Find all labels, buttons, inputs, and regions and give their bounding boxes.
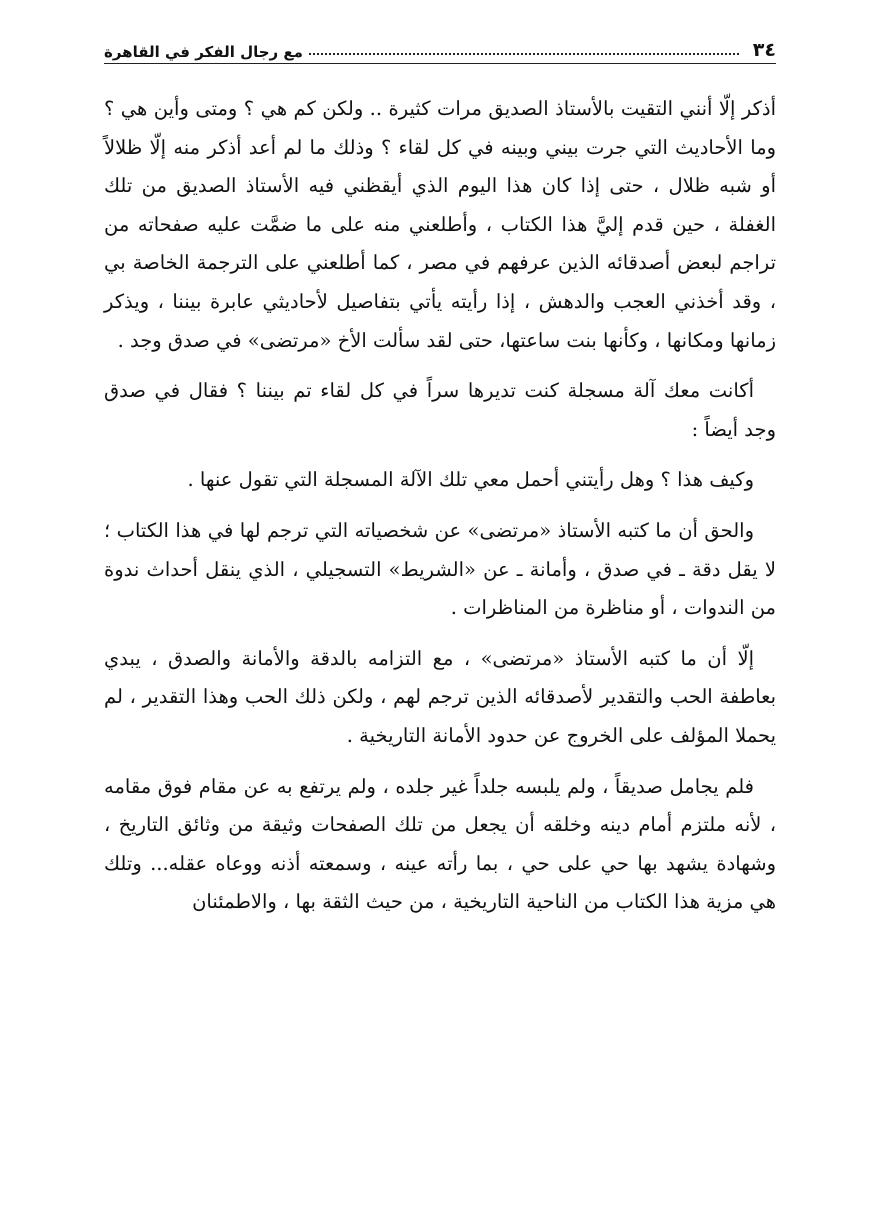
paragraph-5: إلّا أن ما كتبه الأستاذ «مرتضى» ، مع التزامه بالدقة والأمانة والصدق ، يبدي بعاطفة الحب والتقدير لأصدقائه الذين ترجم لهم ، ولكن ذلك الحب وهذا التقدير ، لم يحملا المؤلف على الخروج عن حدود الأمانة التاريخية .	[104, 646, 776, 747]
running-title: مع رجال الفكر في القاهرة	[104, 43, 303, 61]
page-number: ٣٤	[752, 39, 776, 61]
header-dot-leader	[309, 53, 739, 55]
running-header	[104, 34, 776, 64]
paragraph-3: وكيف هذا ؟ وهل رأيتني أحمل معي تلك الآلة المسجلة التي تقول عنها .	[187, 468, 754, 492]
body-text	[104, 90, 776, 922]
paragraph-1: أذكر إلّا أنني التقيت بالأستاذ الصديق مرات كثيرة .. ولكن كم هي ؟ ومتى وأين هي ؟ وما الأحاديث التي جرت بيني وبينه في كل لقاء ؟ وذلك ما لم أعد أذكر منه إلّا ظلالاً أو شبه ظلال ، حتى إذا كان هذا اليوم الذي أيقظني فيه الأستاذ الصديق من تلك الغفلة ، حين قدم إليَّ هذا الكتاب ، وأطلعني منه على ما ضمَّت عليه صفحاته من تراجم لبعض أصدقائه الذين عرفهم في مصر ، كما أطلعني على الترجمة الخاصة بي ، وقد أخذني العجب والدهش ، إذا رأيته يأتي بتفاصيل لأحاديثي عابرة بيننا ، ويذكر زمانها ومكانها ، وكأنها بنت ساعتها، حتى لقد سألت الأخ «مرتضى» في صدق وجد .	[104, 97, 776, 352]
paragraph-2: أكانت معك آلة مسجلة كنت تديرها سراً في كل لقاء تم بيننا ؟ فقال في صدق وجد أيضاً :	[104, 379, 776, 441]
paragraph-4: والحق أن ما كتبه الأستاذ «مرتضى» عن شخصياته التي ترجم لها في هذا الكتاب ؛ لا يقل دقة ـ في صدق ، وأمانة ـ عن «الشريط» التسجيلي ، الذي ينقل أحداث ندوة من الندوات ، أو مناظرة من المناظرات .	[104, 518, 776, 620]
paragraph-6: فلم يجامل صديقاً ، ولم يلبسه جلداً غير جلده ، ولم يرتفع به عن مقام فوق مقامه ، لأنه ملتزم أمام دينه وخلقه أن يجعل من تلك الصفحات وثيقة من وثائق التاريخ ، وشهادة يشهد بها حي على حي ، بما رأته عينه ، وسمعته أذنه ووعاه عقله... وتلك هي مزية هذا الكتاب من الناحية التاريخية ، من حيث الثقة بها ، والاطمئنان	[104, 774, 776, 914]
